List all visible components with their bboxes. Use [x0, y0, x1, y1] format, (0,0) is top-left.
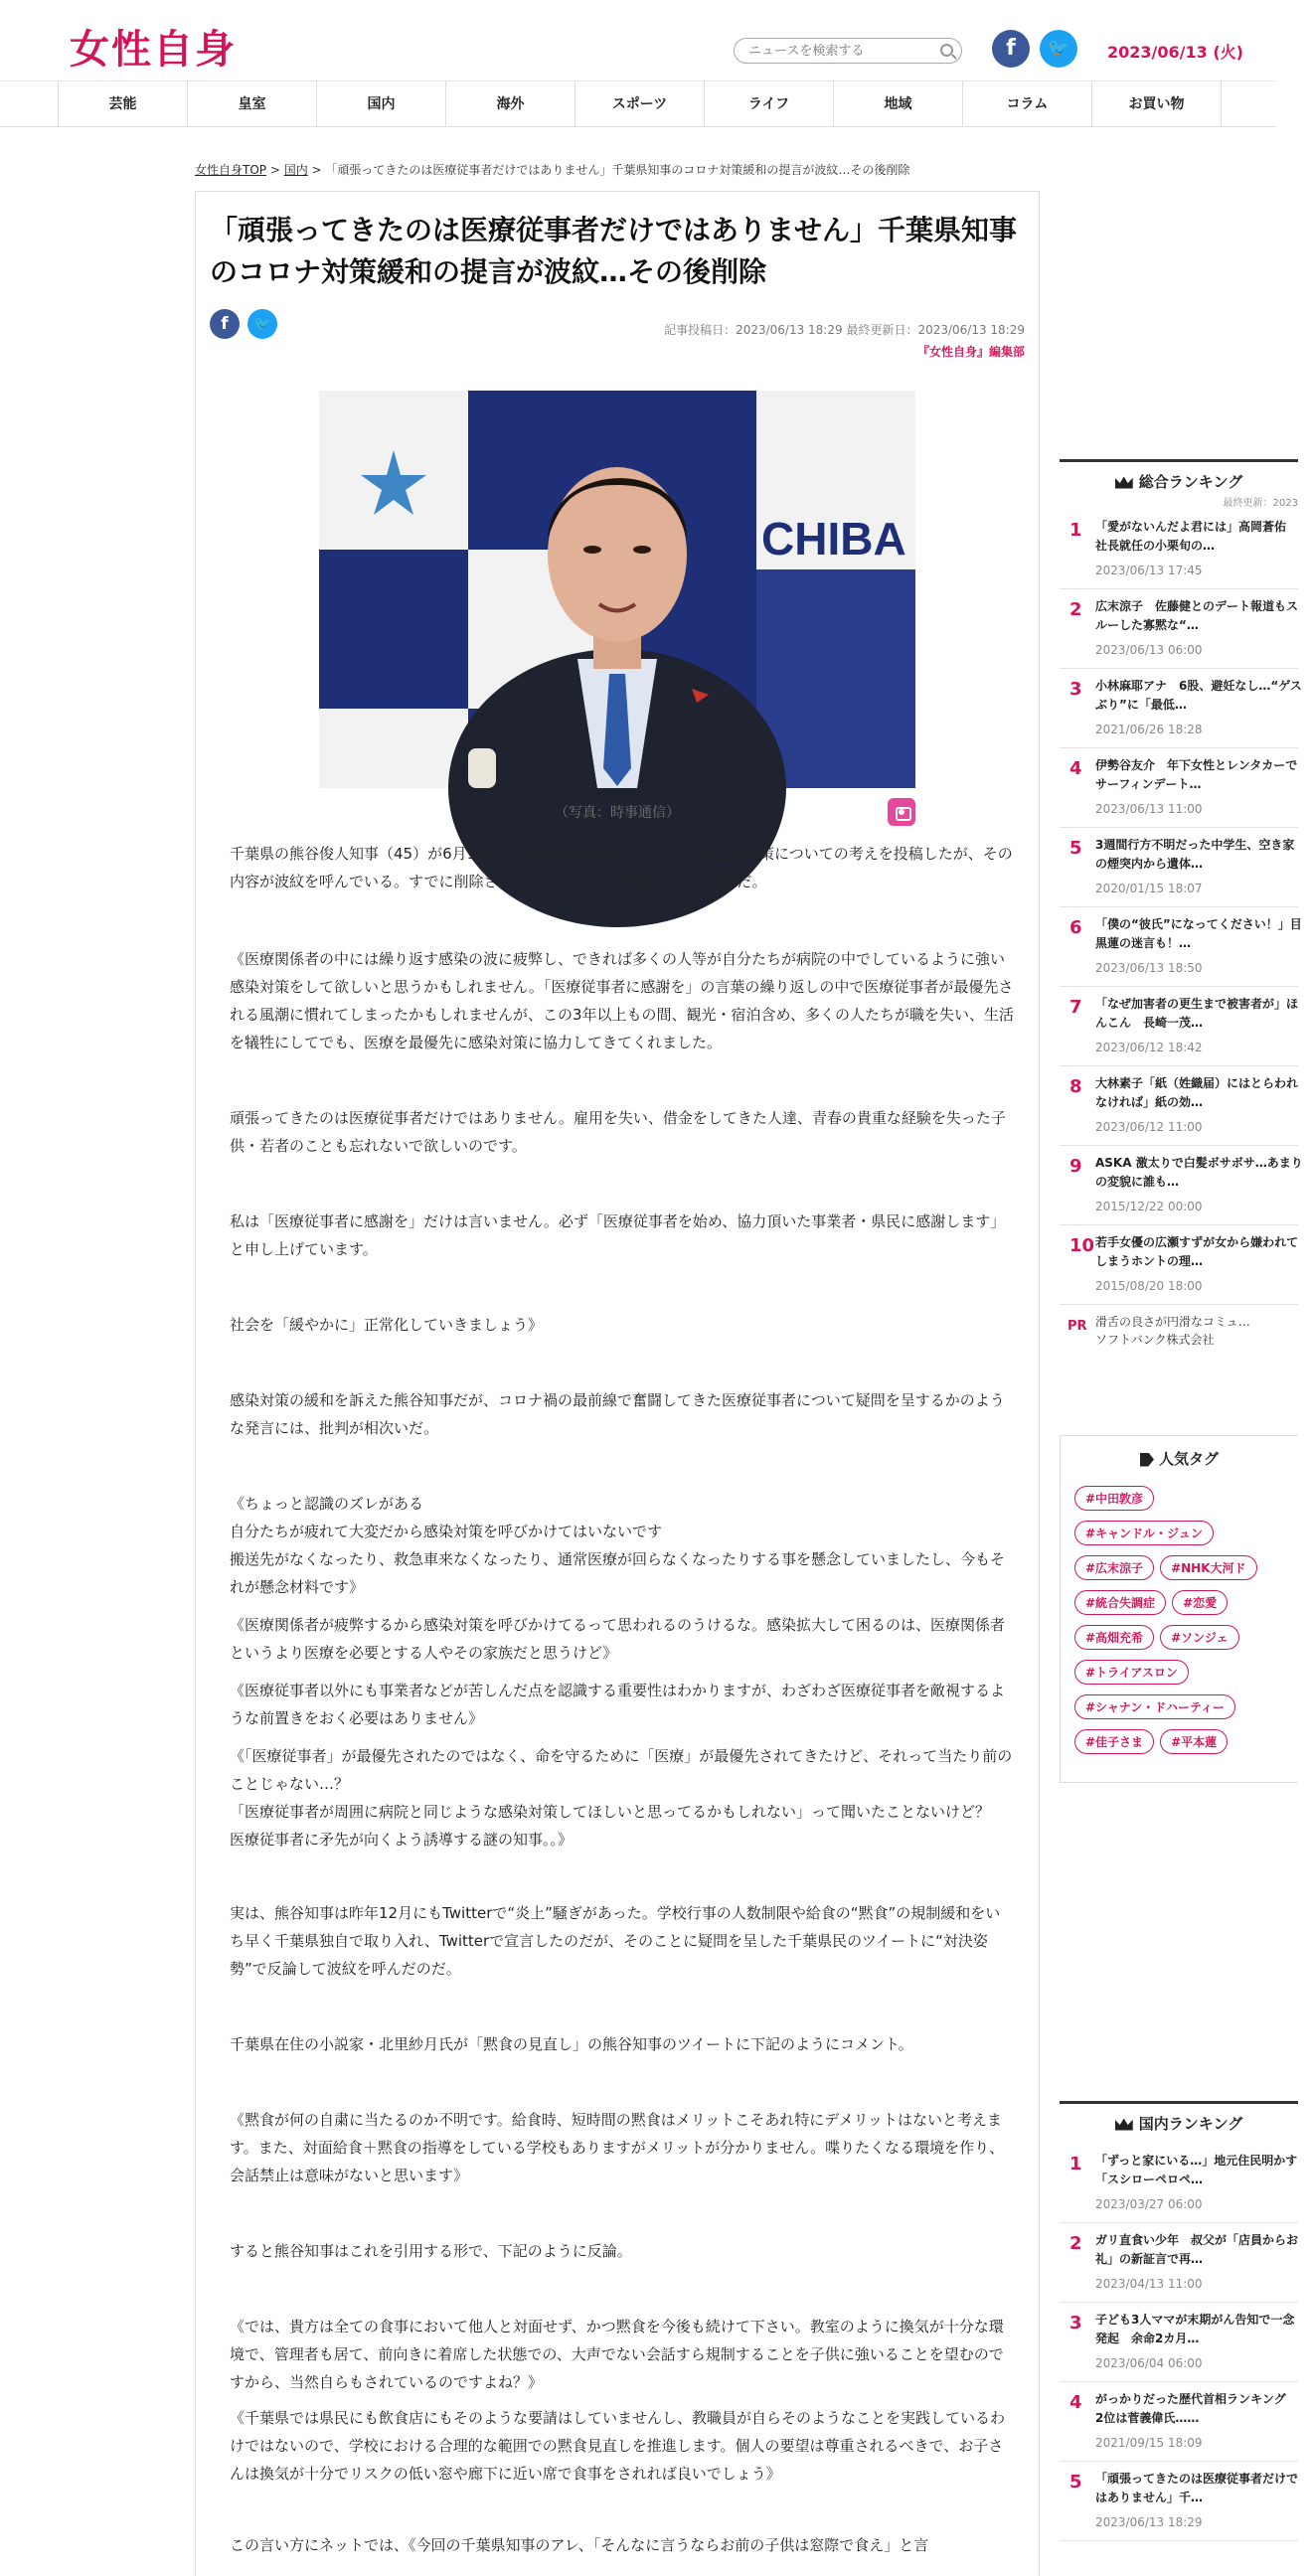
- ranking-title[interactable]: ASKA 激太りで白髪ボサボサ…あまりの変貌に誰も…: [1095, 1156, 1303, 1189]
- crown-icon: [1115, 2119, 1133, 2131]
- ranking-number: 4: [1069, 758, 1082, 779]
- ranking-item[interactable]: [1060, 589, 1298, 669]
- ranking-date: 2023/06/13 11:00: [1095, 802, 1203, 816]
- pr-label: PR: [1067, 1319, 1087, 1334]
- pr-text[interactable]: [1095, 1313, 1304, 1349]
- search-box[interactable]: [734, 38, 962, 64]
- article-paragraph: 《医療従事者以外にも事業者などが苦しんだ点を認識する重要性はわかりますが、わざわざ医療従事者を敵視するような前置きをおく必要はありません》: [230, 1682, 1006, 1727]
- article-editor[interactable]: 『女性自身』編集部: [916, 345, 1025, 359]
- site-logo[interactable]: 女性自身: [70, 26, 237, 73]
- ranking-item[interactable]: [1060, 2223, 1298, 2303]
- ranking-number: 1: [1069, 520, 1082, 541]
- ranking-item[interactable]: [1060, 2303, 1298, 2382]
- nav-item-kokunai[interactable]: 国内: [317, 81, 446, 127]
- article-paragraph: 《千葉県では県民にも飲食店にもそのような要請はしていませんし、教職員が自らそのようなことを実践しているわけではないので、学校における合理的な範囲での黙食見直しを推進します。個人の要望は尊重されるべきで、お子さんは換気が十分でリスクの低い窓や廊下に近い席で食事をされれば良いでしょう》: [230, 2409, 1006, 2483]
- ranking-title[interactable]: 伊勢谷友介 年下女性とレンタカーでサーフィンデート…: [1095, 758, 1298, 791]
- ranking-title[interactable]: ガリ直食い少年 叔父が「店員からお礼」の新証言で再…: [1095, 2233, 1299, 2266]
- site-header: [0, 0, 1276, 81]
- breadcrumb-category[interactable]: 国内: [283, 163, 308, 177]
- tag[interactable]: #キャンドル・ジュン: [1074, 1521, 1214, 1545]
- article-paragraph: 感染対策の緩和を訴えた熊谷知事だが、コロナ禍の最前線で奮闘してきた医療従事者について疑問を呈するかのような発言には、批判が相次いだ。: [230, 1391, 1005, 1437]
- ranking-title[interactable]: 「なぜ加害者の更生まで被害者が」ほんこん 長崎一茂…: [1095, 997, 1299, 1030]
- breadcrumb-current: 「頑張ってきたのは医療従事者だけではありません」千葉県知事のコロナ対策緩和の提言が波紋…その後削除: [325, 163, 910, 177]
- ranking-item[interactable]: [1060, 2382, 1298, 2462]
- pr-item[interactable]: [1060, 1305, 1298, 1355]
- ranking-item[interactable]: [1060, 1066, 1298, 1146]
- nav-item-chiiki[interactable]: 地域: [834, 81, 963, 127]
- article-paragraph: 頑張ってきたのは医療従事者だけではありません。雇用を失い、借金をしてきた人達、青春の貴重な経験を失った子供・若者のことも忘れないで欲しいのです。: [230, 1109, 1006, 1155]
- article-meta: 記事投稿日：2023/06/13 18:29 最終更新日：2023/06/13 18:29: [664, 323, 1025, 337]
- article-paragraph: 私は「医療従事者に感謝を」だけは言いません。必ず「医療従事者を始め、協力頂いた事業者・県民に感謝します」と申し上げています。: [230, 1212, 1006, 1258]
- article-paragraph: 実は、熊谷知事は昨年12月にもTwitterで“炎上”騒ぎがあった。学校行事の人数制限や給食の“黙食”の規制緩和をいち早く千葉県独自で取り入れ、Twitterで宣言したのだが、そのことに疑問を呈した千葉県民のツイートに“対決姿勢”で反論して波紋を呼んだのだ。: [230, 1904, 1001, 1978]
- nav-item-geinou[interactable]: 芸能: [59, 81, 188, 127]
- breadcrumb-separator: >: [307, 163, 326, 177]
- ranking-date: 2023/04/13 11:00: [1095, 2277, 1203, 2291]
- ranking-updated: 最終更新：2023: [1223, 498, 1298, 509]
- ranking-date: 2015/08/20 18:00: [1095, 1279, 1203, 1293]
- domestic-ranking: [1060, 2101, 1298, 2541]
- pr-title[interactable]: 滑舌の良さが円滑なコミュ…: [1095, 1315, 1250, 1329]
- domestic-ranking-header: [1060, 2104, 1298, 2144]
- ranking-item[interactable]: [1060, 2144, 1298, 2223]
- twitter-icon[interactable]: 🐦: [1040, 30, 1077, 68]
- ranking-title[interactable]: 子ども3人ママが末期がん告知で一念発起 余命2カ月…: [1095, 2313, 1295, 2345]
- article-paragraph: この言い方にネットでは、《今回の千葉県知事のアレ、「そんなに言うならお前の子供は窓際で食え」と言: [230, 2536, 929, 2554]
- tag[interactable]: #恋愛: [1172, 1590, 1228, 1615]
- ranking-number: 2: [1069, 2233, 1082, 2254]
- ranking-title[interactable]: 3週間行方不明だった中学生、空き家の煙突内から遺体…: [1095, 838, 1295, 871]
- ranking-number: 9: [1069, 1156, 1082, 1177]
- ranking-number: 2: [1069, 599, 1082, 620]
- nav-item-koushitsu[interactable]: 皇室: [188, 81, 317, 127]
- ranking-item[interactable]: [1060, 2462, 1298, 2541]
- ranking-title[interactable]: 広末涼子 佐藤健とのデート報道もスルーした寡黙な“…: [1095, 599, 1299, 632]
- ranking-number: 7: [1069, 997, 1082, 1018]
- overall-ranking-header: [1060, 462, 1298, 502]
- overall-ranking-title: 総合ランキング: [1138, 473, 1243, 491]
- article-paragraph: 《では、貴方は全ての食事において他人と対面せず、かつ黙食を今後も続けて下さい。教室のように換気が十分な環境で、管理者も居て、前向きに着席した状態での、大声でない会話すら規制することを子供に強いることを望むのですから、当然自らもされているのですよね？》: [230, 2318, 1004, 2391]
- ranking-item[interactable]: [1060, 987, 1298, 1066]
- ranking-title[interactable]: 「愛がないんだよ君には」高岡蒼佑 社長就任の小栗旬の…: [1095, 520, 1299, 553]
- breadcrumb-separator: >: [266, 163, 284, 177]
- ranking-date: 2023/06/13 18:29: [1095, 2515, 1203, 2529]
- tag[interactable]: #トライアスロン: [1074, 1660, 1189, 1685]
- photo-backdrop-text: CHIBA: [761, 513, 906, 564]
- ranking-item[interactable]: [1060, 1146, 1303, 1225]
- search-input[interactable]: [748, 42, 927, 60]
- ranking-date: 2023/06/12 11:00: [1095, 1120, 1203, 1134]
- ranking-date: 2023/06/13 06:00: [1095, 643, 1203, 657]
- camera-icon[interactable]: [888, 798, 915, 826]
- ranking-number: 1: [1069, 2154, 1082, 2174]
- article-paragraph: 社会を「緩やかに」正常化していきましょう》: [230, 1316, 544, 1334]
- ranking-date: 2023/06/12 18:42: [1095, 1041, 1203, 1054]
- nav-item-life[interactable]: ライフ: [705, 81, 834, 127]
- ranking-date: 2015/12/22 00:00: [1095, 1200, 1203, 1213]
- ranking-number: 6: [1069, 917, 1082, 938]
- tag[interactable]: #中田敦彦: [1074, 1486, 1154, 1511]
- ranking-number: 5: [1069, 838, 1082, 859]
- ranking-date: 2023/06/13 18:50: [1095, 961, 1203, 975]
- article-paragraph: すると熊谷知事はこれを引用する形で、下記のように反論。: [230, 2242, 632, 2260]
- breadcrumb-home[interactable]: 女性自身TOP: [195, 163, 267, 177]
- ranking-number: 4: [1069, 2392, 1082, 2413]
- share-twitter-icon[interactable]: 🐦: [247, 309, 277, 339]
- ranking-item[interactable]: [1060, 669, 1302, 748]
- article-title: 「頑張ってきたのは医療従事者だけではありません」千葉県知事のコロナ対策緩和の提言が波紋…その後削除: [210, 214, 1018, 288]
- ranking-title[interactable]: 「ずっと家にいる…」地元住民明かす「スシローペロペ…: [1095, 2154, 1298, 2186]
- popular-tags: [1060, 1435, 1298, 1783]
- ranking-item[interactable]: [1060, 748, 1298, 828]
- ranking-title[interactable]: 大林素子「紙（姓織届）にはとらわれなければ」紙の効…: [1095, 1076, 1299, 1109]
- tag-list: [1074, 1486, 1313, 1764]
- ranking-date: 2023/03/27 06:00: [1095, 2197, 1203, 2211]
- tag[interactable]: #シャナン・ドハーティー: [1074, 1694, 1235, 1719]
- tag[interactable]: #統合失調症: [1074, 1590, 1166, 1615]
- ranking-number: 10: [1069, 1235, 1095, 1256]
- breadcrumb: [195, 161, 909, 178]
- article: [195, 191, 1040, 2576]
- ranking-item[interactable]: [1060, 510, 1298, 589]
- ranking-date: 2023/06/13 17:45: [1095, 564, 1203, 577]
- article-paragraph: 千葉県の熊谷俊人知事（45）が6月12日、自身のTwitterで新型コロナの感染対策についての考えを投稿したが、その内容が波紋を呼んでいる。すでに削除されているが、その内容は以下の通りだ。: [230, 845, 1013, 890]
- photo-caption: （写真：時事通信）: [555, 805, 680, 821]
- ranking-title[interactable]: 「頑張ってきたのは医療従事者だけではありません」千…: [1095, 2472, 1299, 2504]
- article-paragraph: 《医療関係者の中には繰り返す感染の波に疲弊し、できれば多くの人等が自分たちが病院の中でしているように強い感染対策をして欲しいと思うかもしれません。「医療従事者に感謝を」の言葉の繰り返しの中で医療従事者が最優先される風潮に慣れてしまったかもしれませんが、この3年以上もの間、観光・宿泊含め、多くの人たちが職を失い、生活を犠牲にしてでも、医療を最優先に感染対策に協力してきてくれました。: [230, 950, 1014, 1051]
- article-paragraph: 《ちょっと認識のズレがある 自分たちが疲れて大変だから感染対策を呼びかけてはいないです 搬送先がなくなったり、救急車来なくなったり、通常医療が回らなくなったりする事を懸念していましたし、今もそれが懸念材料です》: [230, 1495, 1006, 1596]
- search-icon[interactable]: [940, 44, 953, 57]
- ranking-date: 2020/01/15 18:07: [1095, 882, 1203, 895]
- domestic-ranking-title: 国内ランキング: [1138, 2115, 1243, 2133]
- ranking-date: 2023/06/04 06:00: [1095, 2356, 1203, 2370]
- ranking-title[interactable]: 小林麻耶アナ 6股、避妊なし…“ゲスぶり”に「最低…: [1095, 679, 1302, 712]
- global-nav: [0, 81, 1276, 127]
- article-paragraph: 千葉県在住の小説家・北里紗月氏が「黙食の見直し」の熊谷知事のツイートに下記のようにコメント。: [230, 2035, 913, 2053]
- ranking-title[interactable]: 「僕の“彼氏”になってください！」目黒蓮の迷言も！…: [1095, 917, 1302, 950]
- facebook-icon[interactable]: f: [992, 30, 1030, 68]
- ranking-item[interactable]: [1060, 907, 1302, 987]
- tag[interactable]: #ソンジェ: [1160, 1625, 1239, 1650]
- ranking-date: 2021/09/15 18:09: [1095, 2436, 1203, 2450]
- ranking-number: 8: [1069, 1076, 1082, 1097]
- tag[interactable]: #広末涼子: [1074, 1555, 1154, 1580]
- ranking-title[interactable]: がっかりだった歴代首相ランキング 2位は菅義偉氏……: [1095, 2392, 1298, 2425]
- article-photo[interactable]: [319, 391, 915, 788]
- nav-item-shopping[interactable]: お買い物: [1092, 81, 1222, 127]
- nav-item-kaigai[interactable]: 海外: [446, 81, 575, 127]
- ranking-number: 5: [1069, 2472, 1082, 2493]
- ranking-title[interactable]: 若手女優の広瀬すずが女から嫌われてしまうホントの理…: [1095, 1235, 1299, 1268]
- header-date: 2023/06/13 (火): [1107, 43, 1243, 62]
- article-paragraph: 《黙食が何の自粛に当たるのか不明です。給食時、短時間の黙食はメリットこそあれ特にデメリットはないと考えます。また、対面給食＋黙食の指導をしている学校もありますがメリットが分かりません。喋りたくなる環境を作り、会話禁止は意味がないと思います》: [230, 2111, 1005, 2184]
- article-paragraph: 《「医療従事者」が最優先されたのではなく、命を守るために「医療」が最優先されてきたけど、それって当たり前のことじゃない…？ 「医療従事者が周囲に病院と同じような感染対策してほしいと思ってるかもしれない」って聞いたことないけど？ 医療従事者に矛先が向くよう誘導する謎の知事。。》: [230, 1747, 1013, 1849]
- pr-sponsor: ソフトバンク株式会社: [1095, 1333, 1215, 1347]
- overall-ranking: [1060, 459, 1303, 1355]
- crown-icon: [1115, 477, 1133, 489]
- ranking-number: 3: [1069, 679, 1082, 700]
- tag[interactable]: #平本蓮: [1160, 1729, 1228, 1754]
- tag[interactable]: #NHK大河ド: [1160, 1555, 1256, 1580]
- ranking-item[interactable]: [1060, 1225, 1298, 1305]
- ranking-date: 2021/06/26 18:28: [1095, 723, 1203, 736]
- popular-tags-title: 人気タグ: [1158, 1450, 1219, 1468]
- tag-icon: [1140, 1453, 1154, 1467]
- article-paragraph: 《医療関係者が疲弊するから感染対策を呼びかけてるって思われるのうけるな。感染拡大して困るのは、医療関係者というより医療を必要とする人やその家族だと思うけど》: [230, 1616, 1006, 1662]
- nav-item-sports[interactable]: スポーツ: [575, 81, 705, 127]
- ranking-number: 3: [1069, 2313, 1082, 2334]
- popular-tags-header: [1061, 1436, 1298, 1482]
- ranking-item[interactable]: [1060, 828, 1298, 907]
- nav-item-column[interactable]: コラム: [963, 81, 1092, 127]
- share-facebook-icon[interactable]: f: [210, 309, 240, 339]
- tag[interactable]: #高畑充希: [1074, 1625, 1154, 1650]
- tag[interactable]: #佳子さま: [1074, 1729, 1154, 1754]
